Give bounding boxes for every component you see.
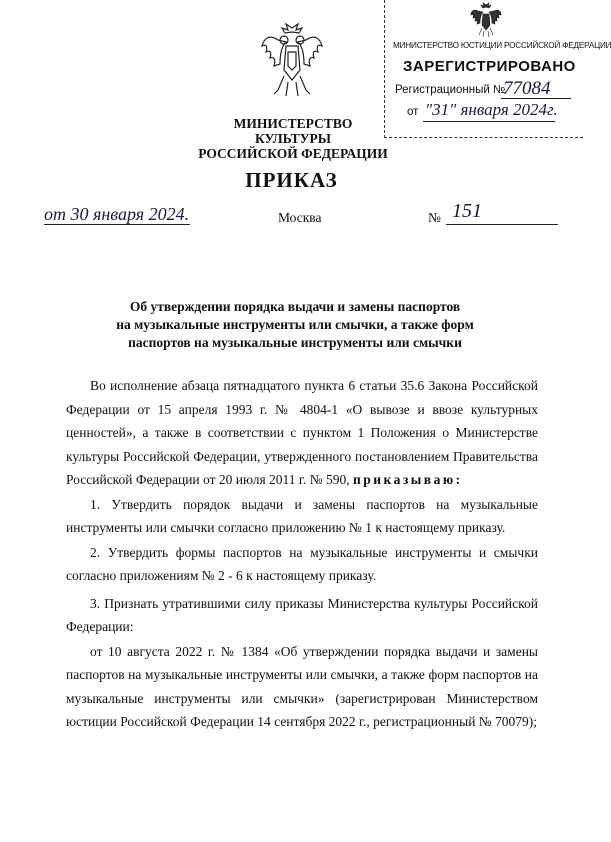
item-2: 2. Утвердить формы паспортов на музыкальные инструменты и смычки согласно приложениям № 2 - 6 к настоящему приказу. — [66, 544, 538, 583]
order-date-underline — [44, 224, 190, 225]
stamp-reg-number: 77084 — [503, 78, 551, 99]
order-word: приказываю: — [352, 472, 463, 487]
stamp-reg-label: Регистрационный № — [395, 84, 506, 96]
order-body — [66, 374, 538, 734]
intro-paragraph — [66, 374, 538, 492]
order-title: ПРИКАЗ — [245, 168, 338, 192]
intro-text: Во исполнение абзаца пятнадцатого пункта 6 статьи 35.6 Закона Российской Федерации от 15 апреля 1993 г. № 4804-1 «О вывозе и ввозе культурных ценностей», а также в соответствии с пунктом 1 Положения о Министерстве культуры Российской Федерации, утвержденного постановлением Правительства Российской Федерации от 20 июля 2011 г. № 590, — [66, 378, 538, 487]
item-1: 1. Утвердить порядок выдачи и замены паспортов на музыкальные инструменты или смычки согласно приложению № 1 к настоящему приказу. — [66, 496, 538, 535]
stamp-date-value: "31" января 2024г. — [425, 100, 558, 119]
ministry-line-1: МИНИСТЕРСТВО КУЛЬТУРЫ — [233, 116, 353, 146]
stamp-ministry: МИНИСТЕРСТВО ЮСТИЦИИ РОССИЙСКОЙ ФЕДЕРАЦИИ — [393, 41, 611, 50]
order-number-label: № — [428, 210, 441, 225]
order-date: от 30 января 2024. — [44, 204, 190, 224]
heading-line-1: Об утверждении порядка выдачи и замены паспортов — [129, 299, 461, 314]
registration-stamp — [384, 0, 611, 138]
stamp-status: ЗАРЕГИСТРИРОВАНО — [403, 58, 576, 75]
small-coat-of-arms-emblem — [469, 2, 503, 38]
order-number-underline — [446, 224, 558, 225]
ministry-line-2: РОССИЙСКОЙ ФЕДЕРАЦИИ — [198, 146, 388, 161]
stamp-reg-underline — [501, 98, 571, 99]
coat-of-arms-emblem — [258, 20, 326, 102]
stamp-date-prefix: от — [407, 106, 419, 118]
item-3: 3. Признать утратившими силу приказы Министерства культуры Российской Федерации: — [66, 595, 538, 634]
ministry-name — [198, 116, 388, 161]
stamp-date-underline — [423, 121, 555, 122]
order-city: Москва — [278, 210, 322, 225]
heading-line-2: на музыкальные инструменты или смычки, а также форм — [116, 317, 474, 332]
heading-line-3: паспортов на музыкальные инструменты или смычки — [128, 335, 462, 350]
order-number: 151 — [452, 200, 482, 222]
order-heading — [80, 298, 510, 352]
item-3a: от 10 августа 2022 г. № 1384 «Об утверждении порядка выдачи и замены паспортов на музыкальные инструменты или смычки, а также форм паспортов на музыкальные инструменты или смычки» (зарегистрирован Министерством юстиции Российской Федерации 14 сентября 2022 г., регистрационный № 70079); — [66, 643, 538, 729]
